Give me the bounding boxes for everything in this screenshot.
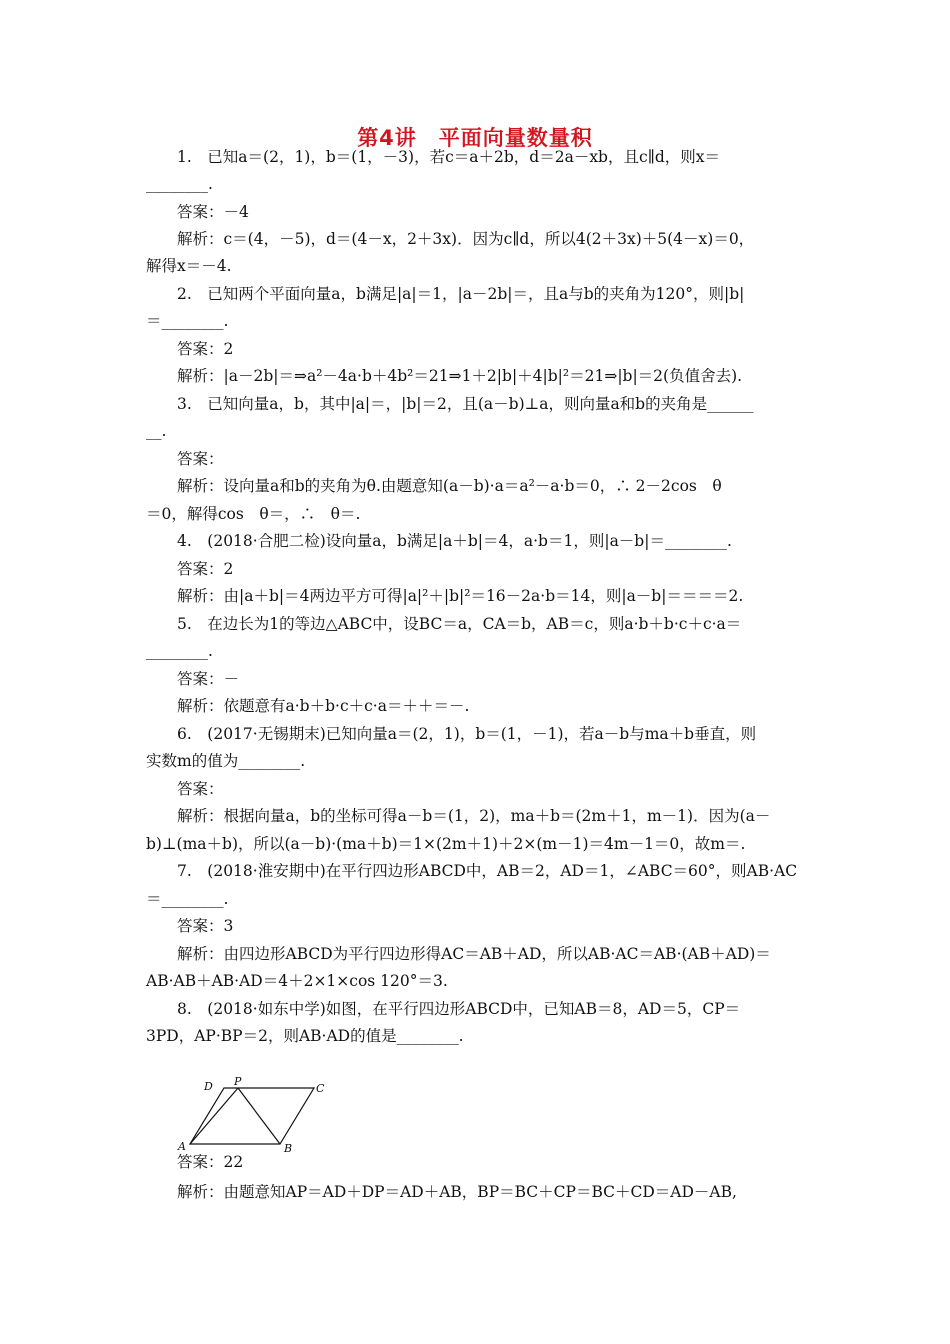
text-line: 5. 在边长为1的等边△ABC中，设BC＝a，CA＝b，AB＝c，则a·b＋b·c＋c·a＝ xyxy=(177,615,742,633)
label-b: B xyxy=(284,1142,293,1155)
text-line: 解析：设向量a和b的夹角为θ.由题意知(a－b)·a＝a²－a·b＝0，∴ 2－2cos θ xyxy=(177,477,722,495)
text-line: b)⊥(ma＋b)，所以(a－b)·(ma＋b)＝1×(2m＋1)＋2×(m－1)＝4m－1＝0，故m＝. xyxy=(146,835,746,853)
text-line: 解析：由四边形ABCD为平行四边形得AC＝AB＋AD，所以AB·AC＝AB·(AB＋AD)＝ xyxy=(177,945,771,963)
text-line: 3. 已知向量a，b，其中|a|＝，|b|＝2，且(a－b)⊥a，则向量a和b的夹角是______ xyxy=(177,395,754,413)
text-line: 答案：2 xyxy=(177,560,234,578)
text-line: 4. (2018·合肥二检)设向量a，b满足|a＋b|＝4，a·b＝1，则|a－b|＝________. xyxy=(177,532,732,550)
label-d: D xyxy=(204,1080,213,1093)
text-line: 答案：－ xyxy=(177,670,240,688)
text-line: 答案：3 xyxy=(177,917,234,935)
text-line: 7. (2018·淮安期中)在平行四边形ABCD中，AB＝2，AD＝1，∠ABC＝60°，则AB·AC xyxy=(177,862,798,880)
text-line: 解析：由|a＋b|＝4两边平方可得|a|²＋|b|²＝16－2a·b＝14，则|a－b|＝＝＝＝2. xyxy=(177,587,744,605)
text-line: ________. xyxy=(146,642,213,660)
text-line: 解析：依题意有a·b＋b·c＋c·a＝＋＋＝－. xyxy=(177,697,470,715)
label-p: P xyxy=(234,1076,242,1088)
text-line: 解析：由题意知AP＝AD＋DP＝AD＋AB，BP＝BC＋CP＝BC＋CD＝AD－AB, xyxy=(177,1183,737,1201)
text-line: ＝________. xyxy=(146,890,229,908)
text-line: AB·AB＋AB·AD＝4＋2×1×cos 120°＝3. xyxy=(146,972,448,990)
text-line: 2. 已知两个平面向量a，b满足|a|＝1，|a－2b|＝，且a与b的夹角为120°，则|b| xyxy=(177,285,745,303)
text-line: 答案：22 xyxy=(177,1153,244,1171)
text-line: 答案： xyxy=(177,450,224,468)
text-line: ＝0，解得cos θ＝，∴ θ＝. xyxy=(146,505,361,523)
text-line: 答案： xyxy=(177,780,224,798)
text-line: 6. (2017·无锡期末)已知向量a＝(2，1)，b＝(1，－1)，若a－b与ma＋b垂直，则 xyxy=(177,725,757,743)
text-line: __. xyxy=(146,422,167,440)
text-line: 解得x＝－4. xyxy=(146,257,232,275)
page-title: 第4讲 平面向量数量积 xyxy=(357,126,593,150)
label-c: C xyxy=(316,1082,325,1095)
text-line: 8. (2018·如东中学)如图，在平行四边形ABCD中，已知AB＝8，AD＝5，CP＝ xyxy=(177,1000,741,1018)
text-line: 1. 已知a＝(2，1)，b＝(1，－3)，若c＝a＋2b，d＝2a－xb，且c∥d，则x＝ xyxy=(177,148,720,166)
text-line: ________. xyxy=(146,175,213,193)
text-line: 实数m的值为________. xyxy=(146,752,306,770)
text-line: 答案：2 xyxy=(177,340,234,358)
text-line: 解析：根据向量a，b的坐标可得a－b＝(1，2)，ma＋b＝(2m＋1，m－1)．因为(a－ xyxy=(177,807,771,825)
text-line: 答案：－4 xyxy=(177,203,249,221)
text-line: 解析：c＝(4，－5)，d＝(4－x，2＋3x)．因为c∥d，所以4(2＋3x)＋5(4－x)＝0， xyxy=(177,230,755,248)
text-line: 解析：|a－2b|＝⇒a²－4a·b＋4b²＝21⇒1＋2|b|＋4|b|²＝21⇒|b|＝2(负值舍去). xyxy=(177,367,743,385)
text-line: 3PD，AP·BP＝2，则AB·AD的值是________. xyxy=(146,1027,464,1045)
label-a: A xyxy=(178,1140,186,1153)
text-line: ＝________. xyxy=(146,312,229,330)
parallelogram-figure xyxy=(176,1076,336,1158)
